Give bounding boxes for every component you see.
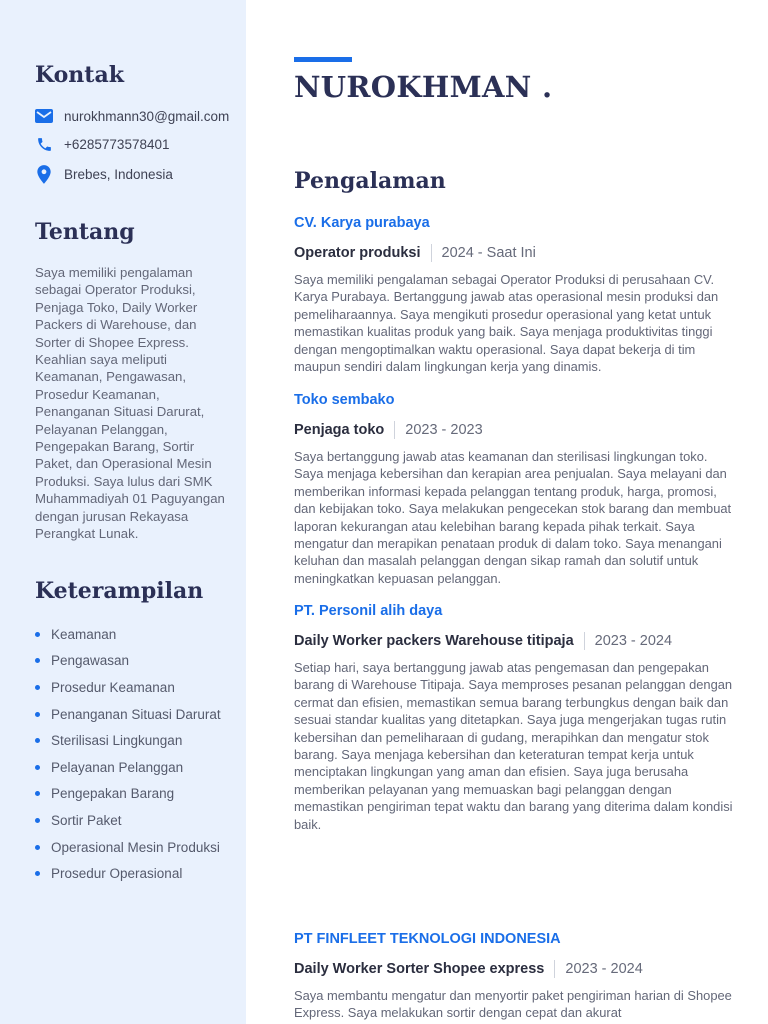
job-role: Daily Worker packers Warehouse titipaja [294,633,574,649]
bullet-icon [35,658,40,663]
job-period: 2023 - 2024 [594,633,673,649]
divider [554,960,555,978]
contact-phone[interactable] [35,134,170,154]
skills-heading: Keterampilan [35,578,204,604]
phone-icon [35,135,53,153]
skill-item: Penanganan Situasi Darurat [35,701,221,728]
job-entry [294,929,738,1022]
about-text: Saya memiliki pengalaman sebagai Operator Produksi, Penjaga Toko, Daily Worker Packers di Warehouse, dan Sorter di Shopee Express. Keahlian saya meliputi Keamanan, Pengawasan, Prosedur Keamanan, Penanganan Situasi Darurat, Pelayanan Pelanggan, Pengepakan Barang, Sortir Paket, dan Operasional Mesin Produksi. Saya lulus dari SMK Muhammadiyah 01 Paguyangan dengan jurusan Rekayasa Perangkat Lunak. [35,265,225,542]
company-name: PT FINFLEET TEKNOLOGI INDONESIA [294,931,561,947]
job-period: 2024 - Saat Ini [441,245,536,261]
bullet-icon [35,685,40,690]
skill-item: Pelayanan Pelanggan [35,754,221,781]
mail-icon [35,107,53,125]
skill-item: Pengawasan [35,648,221,675]
divider [584,632,585,650]
job-role: Operator produksi [294,245,421,261]
job-description: Saya memiliki pengalaman sebagai Operator Produksi di perusahaan CV. Karya Purabaya. Bertanggung jawab atas operasional mesin produksi dan pemeliharaannya. Saya mengikuti prosedur operasional yang ketat untuk memastikan kualitas produk yang baik. Saya menjaga produktivitas tinggi dengan mengoptimalkan waktu operasional. Saya dapat bekerja di tim maupun sendiri dalam lingkungan kerja yang dinamis. [294,272,719,375]
skill-item: Prosedur Operasional [35,860,221,887]
skill-item: Sortir Paket [35,807,221,834]
bullet-icon [35,712,40,717]
job-entry [294,601,738,833]
experience-heading: Pengalaman [294,168,446,194]
job-description: Saya membantu mengatur dan menyortir paket pengiriman harian di Shopee Express. Saya melakukan sortir dengan cepat dan akurat [294,988,732,1021]
person-name: NUROKHMAN . [294,70,553,104]
company-name: CV. Karya purabaya [294,215,430,231]
company-name: Toko sembako [294,392,395,408]
location-text: Brebes, Indonesia [64,166,173,182]
about-heading: Tentang [35,219,135,245]
skill-item: Prosedur Keamanan [35,674,221,701]
skill-item: Sterilisasi Lingkungan [35,727,221,754]
contact-email[interactable] [35,106,229,126]
accent-bar [294,57,352,62]
skill-item: Pengepakan Barang [35,781,221,808]
bullet-icon [35,632,40,637]
skills-list [35,621,221,887]
skill-item: Operasional Mesin Produksi [35,834,221,861]
job-entry [294,213,738,375]
skill-item: Keamanan [35,621,221,648]
job-role: Penjaga toko [294,422,385,438]
bullet-icon [35,818,40,823]
job-description: Setiap hari, saya bertanggung jawab atas pengemasan dan pengepakan barang di Warehouse Titipaja. Saya memproses pesanan pelanggan dengan cermat dan efisien, memastikan semua barang terbungkus dengan baik dan sesuai standar kualitas yang ditetapkan. Saya juga mengerjakan tugas rutin kebersihan dan pemeliharaan di gudang, merapihkan dan mengatur stok barang. Saya menjaga kebersihan dan keteraturan tempat kerja untuk menciptakan lingkungan yang aman dan efisien. Saya juga berusaha memberikan pelayanan yang memuaskan bagi pelanggan dengan memastikan pengiriman tepat waktu dan barang yang diterima dalam kondisi baik. [294,660,733,832]
bullet-icon [35,738,40,743]
contact-location [35,164,173,184]
job-period: 2023 - 2023 [405,422,483,438]
company-name: PT. Personil alih daya [294,603,443,619]
job-entry [294,390,738,587]
bullet-icon [35,871,40,876]
bullet-icon [35,765,40,770]
phone-text: +6285773578401 [64,136,170,152]
job-description: Saya bertanggung jawab atas keamanan dan sterilisasi lingkungan toko. Saya menjaga kebersihan dan kerapian area penjualan. Saya melayani dan memberikan informasi kepada pelanggan tentang produk, harga, promosi, dan kebijakan toko. Saya melakukan pengecekan stok barang dan membuat laporan kekurangan atau kelebihan barang kepada pihak terkait. Saya mengatur dan merapikan penataan produk di dalam toko. Saya menangani keluhan dan masalah pelanggan dengan sikap ramah dan solutif untuk meningkatkan kepuasan pelanggan. [294,449,732,586]
location-pin-icon [35,165,53,183]
bullet-icon [35,845,40,850]
contact-heading: Kontak [35,62,124,88]
job-role: Daily Worker Sorter Shopee express [294,961,545,977]
job-period: 2023 - 2024 [565,961,643,977]
divider [431,244,432,262]
email-text: nurokhmann30@gmail.com [64,108,230,124]
bullet-icon [35,791,40,796]
divider [394,421,395,439]
